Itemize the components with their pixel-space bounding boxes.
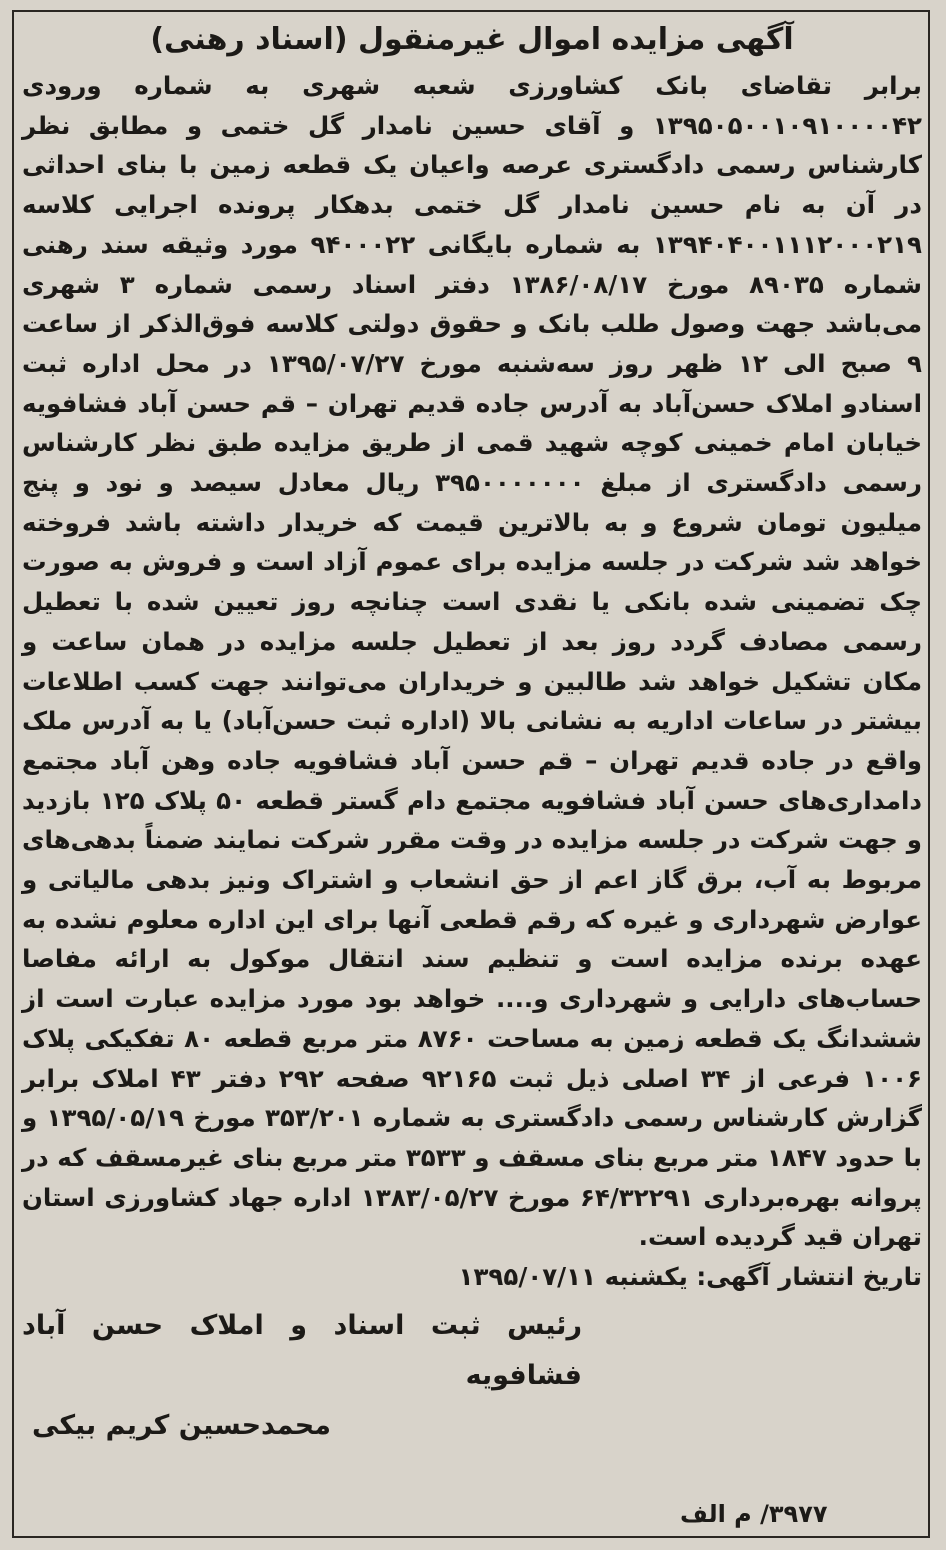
notice-body: برابر تقاضای بانک کشاورزی شعبه شهری به شماره ورودی ۱۳۹۵۰۵۰۰۱۰۹۱۰۰۰۰۴۲ و آقای حسین نامدار گل ختمی و مطابق نظر کارشناس رسمی دادگستری عرصه واعیان یک قطعه زمین با بنای احداثی در آن به نام حسین نامدار گل ختمی بدهکار پرونده اجرایی کلاسه ۱۳۹۴۰۴۰۰۱۱۱۲۰۰۰۲۱۹ به شماره بایگانی ۹۴۰۰۰۲۲ مورد وثیقه سند رهنی شماره ۸۹۰۳۵ مورخ ۱۳۸۶/۰۸/۱۷ دفتر اسناد رسمی شماره ۳ شهری می‌باشد جهت وصول طلب بانک و حقوق دولتی کلاسه فوق‌الذکر از ساعت ۹ صبح الی ۱۲ ظهر روز سه‌شنبه مورخ ۱۳۹۵/۰۷/۲۷ در محل اداره ثبت اسنادو املاک حسن‌آباد به آدرس جاده قدیم تهران – قم حسن آباد فشافویه خیابان امام خمینی کوچه شهید قمی از طریق مزایده طبق نظر کارشناس رسمی دادگستری از مبلغ ۳۹۵۰۰۰۰۰۰۰ ریال معادل سیصد و نود و پنج میلیون تومان شروع و به بالاترین قیمت که خریدار داشته باشد فروخته خواهد شد شرکت در جلسه مزایده برای عموم آزاد است و فروش به صورت چک تضمینی شده بانکی یا نقدی است چنانچه روز تعیین شده با تعطیل رسمی مصادف گردد روز بعد از تعطیل جلسه مزایده در همان ساعت و مکان تشکیل خواهد شد طالبین و خریداران می‌توانند جهت کسب اطلاعات بیشتر در ساعات اداریه به نشانی بالا (اداره ثبت حسن‌آباد) یا به آدرس ملک واقع در جاده قدیم تهران – قم حسن آباد فشافویه جاده وهن آباد مجتمع دامداری‌های حسن آباد فشافویه مجتمع دام گستر قطعه ۵۰ پلاک ۱۲۵ بازدید و جهت شرکت در جلسه مزایده در وقت مقرر شرکت نمایند ضمناً بدهی‌های مربوط به آب، برق گاز اعم از حق انشعاب و اشتراک ونیز بدهی مالیاتی و عوارض شهرداری و غیره که رقم قطعی آنها برای این اداره معلوم نشده به عهده برنده مزایده است و تنظیم سند انتقال موکول به ارائه مفاصا حساب‌های دارایی و شهرداری و.... خواهد بود مورد مزایده عبارت است از ششدانگ یک قطعه زمین به مساحت ۸۷۶۰ متر مربع قطعه ۸۰ تفکیکی پلاک ۱۰۰۶ فرعی از ۳۴ اصلی ذیل ثبت ۹۲۱۶۵ صفحه ۲۹۲ دفتر ۴۳ املاک برابر گزارش کارشناس رسمی دادگستری به شماره ۳۵۳/۲۰۱ مورخ ۱۳۹۵/۰۵/۱۹ و با حدود ۱۸۴۷ متر مربع بنای مسقف و ۳۵۳۳ متر مربع بنای غیرمسقف که در پروانه بهره‌برداری ۶۴/۳۲۲۹۱ مورخ ۱۳۸۳/۰۵/۲۷ اداره جهاد کشاورزی استان تهران قید گردیده است. bbox=[22, 71, 923, 1252]
auction-notice bbox=[22, 18, 922, 1451]
publication-date: تاریخ انتشار آگهی: یکشنبه ۱۳۹۵/۰۷/۱۱ bbox=[458, 1262, 922, 1292]
reference-number: ۳۹۷۷/ م الف bbox=[680, 1500, 828, 1528]
notice-title: آگهی مزایده اموال غیرمنقول (اسناد رهنی) bbox=[150, 22, 794, 57]
signature-title: رئیس ثبت اسناد و املاک حسن آباد فشافویه bbox=[22, 1309, 582, 1391]
signature-name: محمدحسین کریم بیکی bbox=[32, 1409, 331, 1441]
